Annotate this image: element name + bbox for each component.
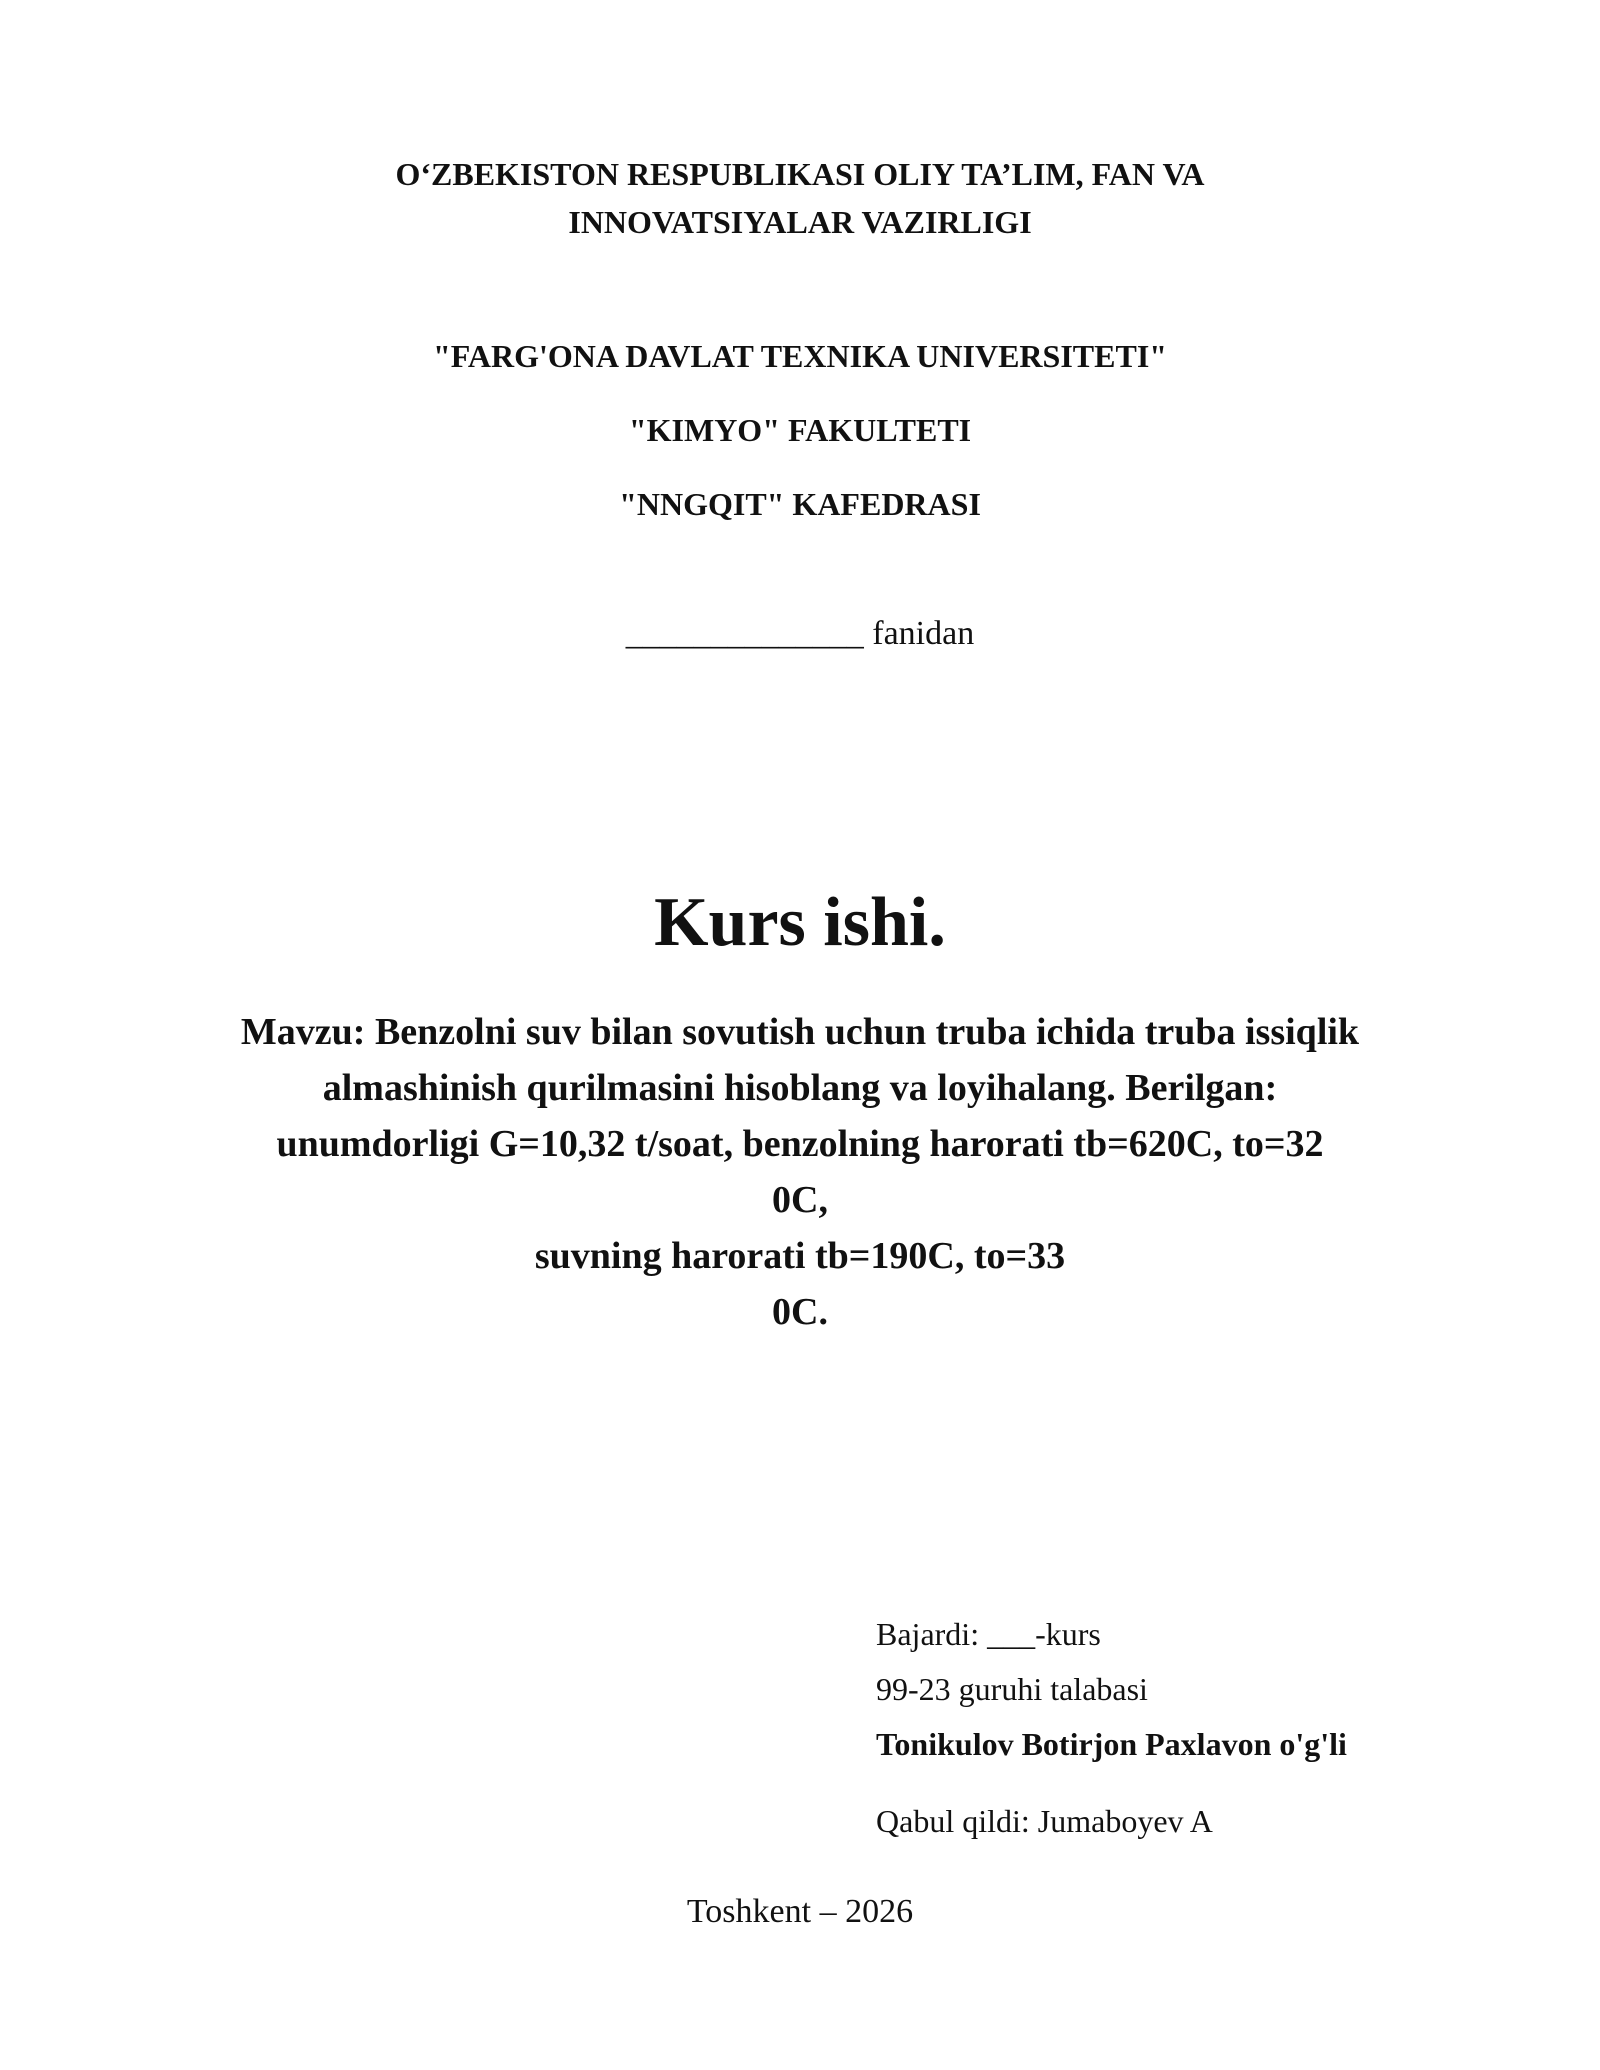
topic-line-3: unumdorligi G=10,32 t/soat, benzolning harorati tb=620C, to=32: [276, 1123, 1324, 1165]
city-year: Toshkent – 2026: [686, 1893, 914, 1930]
topic-line-5: suvning harorati tb=190C, to=33: [534, 1235, 1066, 1277]
performed-by: Bajardi: ___-kurs: [876, 1616, 1101, 1652]
faculty-name: "KIMYO" FAKULTETI: [628, 412, 972, 448]
department-name: "NNGQIT" KAFEDRASI: [619, 486, 981, 522]
accepted-by: Qabul qildi: Jumaboyev A: [876, 1803, 1213, 1839]
topic-line-1: Mavzu: Benzolni suv bilan sovutish uchun truba ichida truba issiqlik: [240, 1011, 1360, 1053]
topic-line-2: almashinish qurilmasini hisoblang va loyihalang. Berilgan:: [322, 1067, 1278, 1109]
topic-block: [0, 1004, 1600, 1340]
author-block: [876, 1612, 1347, 1854]
student-name: Tonikulov Botirjon Paxlavon o'g'li: [876, 1726, 1347, 1762]
document-title: Kurs ishi.: [654, 884, 946, 961]
student-group: 99-23 guruhi talabasi: [876, 1671, 1148, 1707]
spacer: [876, 1777, 1347, 1799]
ministry-line-1: O‘ZBEKISTON RESPUBLIKASI OLIY TA’LIM, FAN VA: [395, 156, 1205, 192]
university-name: "FARG'ONA DAVLAT TEXNIKA UNIVERSITETI": [432, 338, 1168, 374]
subject-line: ______________ fanidan: [625, 615, 975, 652]
ministry-line-2: INNOVATSIYALAR VAZIRLIGI: [568, 204, 1032, 240]
topic-line-4: 0C,: [772, 1179, 828, 1221]
ministry-heading: [0, 150, 1600, 246]
topic-line-6: 0C.: [772, 1291, 828, 1333]
